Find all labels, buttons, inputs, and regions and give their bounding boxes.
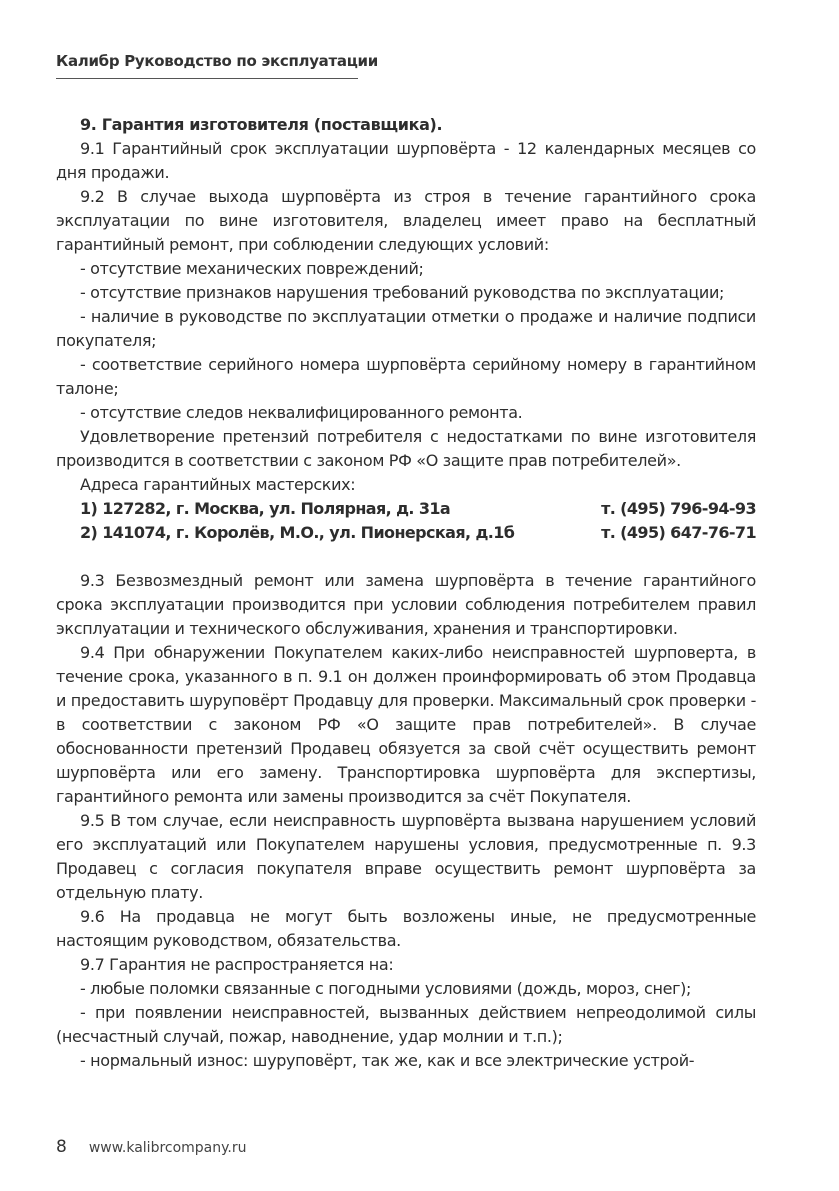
exclusion-item: - при появлении неисправностей, вызванных действием непреодолимой силы (несчастный случай, пожар, наводнение, удар молнии и т.п.);	[56, 1003, 756, 1046]
condition-item: - отсутствие признаков нарушения требований руководства по эксплуатации;	[80, 283, 725, 302]
running-header: Калибр Руководство по эксплуатации	[56, 52, 378, 70]
paragraph-9-7: 9.7 Гарантия не распространяется на:	[80, 955, 394, 974]
workshop-row	[56, 521, 756, 545]
workshop-phone: т. (495) 647-76-71	[601, 523, 756, 542]
page-footer	[56, 1137, 247, 1157]
workshops-label: Адреса гарантийных мастерских:	[80, 475, 356, 494]
paragraph-9-6: 9.6 На продавца не могут быть возложены иные, не предусмотренные настоящим руководством, обязательства.	[56, 907, 756, 950]
paragraph-9-4: 9.4 При обнаружении Покупателем каких-либо неисправностей шурповерта, в течение срока, указанного в п. 9.1 он должен проинформировать об этом Продавца и предоставить шуруповёрт Продавцу для проверки. Максимальный срок проверки - в соответствии с законом РФ «О защите прав потребителей». В случае обоснованности претензий Продавец обязуется за свой счёт осуществить ремонт шурповёрта или его замену. Транспортировка шурповёрта для экспертизы, гарантийного ремонта или замены производится за счёт Покупателя.	[56, 643, 756, 806]
header-divider	[56, 78, 358, 79]
exclusion-item: - нормальный износ: шуруповёрт, так же, как и все электрические устрой-	[80, 1051, 695, 1070]
website-link[interactable]: www.kalibrcompany.ru	[88, 1140, 247, 1156]
warranty-section	[56, 113, 756, 1073]
paragraph-9-5: 9.5 В том случае, если неисправность шурповёрта вызвана нарушением условий его эксплуатаций или Покупателем нарушены условия, предусмотренные п. 9.3 Продавец с согласия покупателя вправе осуществить ремонт шурповёрта за отдельную плату.	[56, 811, 756, 902]
paragraph-claims: Удовлетворение претензий потребителя с недостатками по вине изготовителя производится в соответствии с законом РФ «О защите прав потребителей».	[56, 427, 756, 470]
condition-item: - наличие в руководстве по эксплуатации отметки о продаже и наличие подписи покупателя;	[56, 307, 756, 350]
workshop-row	[56, 497, 756, 521]
exclusion-item: - любые поломки связанные с погодными условиями (дождь, мороз, снег);	[80, 979, 692, 998]
paragraph-9-2: 9.2 В случае выхода шурповёрта из строя в течение гарантийного срока эксплуатации по вине изготовителя, владелец имеет право на бесплатный гарантийный ремонт, при соблюдении следующих условий:	[56, 187, 756, 254]
condition-item: - отсутствие механических повреждений;	[80, 259, 424, 278]
workshop-address: 2) 141074, г. Королёв, М.О., ул. Пионерская, д.1б	[80, 523, 515, 542]
condition-item: - соответствие серийного номера шурповёрта серийному номеру в гарантийном талоне;	[56, 355, 756, 398]
paragraph-9-1: 9.1 Гарантийный срок эксплуатации шурповёрта - 12 календарных месяцев со дня продажи.	[56, 139, 756, 182]
paragraph-9-3: 9.3 Безвозмездный ремонт или замена шурповёрта в течение гарантийного срока эксплуатации производится при условии соблюдения потребителем правил эксплуатации и технического обслуживания, хранения и транспортировки.	[56, 571, 756, 638]
section-title: 9. Гарантия изготовителя (поставщика).	[80, 115, 443, 134]
spacer	[56, 545, 756, 569]
condition-item: - отсутствие следов неквалифицированного ремонта.	[80, 403, 523, 422]
page-number: 8	[56, 1137, 67, 1157]
workshop-address: 1) 127282, г. Москва, ул. Полярная, д. 31а	[80, 499, 451, 518]
workshop-phone: т. (495) 796-94-93	[601, 499, 756, 518]
